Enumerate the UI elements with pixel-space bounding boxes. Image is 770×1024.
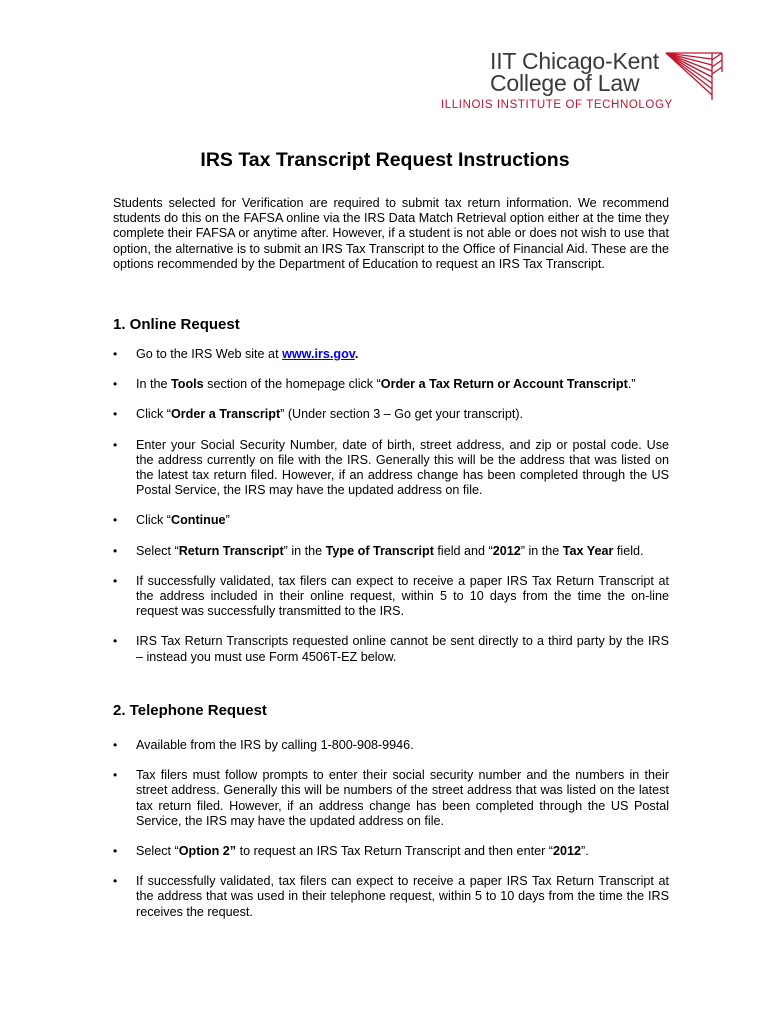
logo-mark-icon	[664, 50, 728, 102]
section-heading-telephone-request: 2. Telephone Request	[113, 702, 267, 719]
list-item: • If successfully validated, tax filers can expect to receive a paper IRS Tax Return Transcript at the address included in their online request, within 5 to 10 days from the time the on-line request was successfully transmitted to the IRS.	[113, 573, 669, 619]
bullet-icon: •	[113, 437, 118, 452]
bullet-icon: •	[113, 573, 118, 588]
irs-website-link[interactable]: www.irs.gov	[282, 347, 355, 361]
list-item: • Click “Order a Transcript” (Under section 3 – Go get your transcript).	[113, 407, 524, 422]
logo-line-1: IIT Chicago-Kent	[490, 48, 659, 74]
bullet-icon: •	[113, 377, 118, 392]
bullet-icon: •	[113, 874, 118, 889]
list-item: • IRS Tax Return Transcripts requested online cannot be sent directly to a third party by the IRS – instead you must use Form 4506T-EZ below.	[113, 634, 669, 664]
telephone-request-list	[113, 738, 669, 920]
list-item: • Available from the IRS by calling 1-800-908-9946.	[113, 738, 414, 752]
page-title: IRS Tax Transcript Request Instructions	[200, 149, 570, 171]
iit-chicago-kent-logo	[436, 44, 736, 116]
bullet-icon: •	[113, 768, 118, 783]
bullet-icon: •	[113, 738, 118, 752]
bullet-icon: •	[113, 543, 118, 558]
bullet-icon: •	[113, 347, 118, 361]
bullet-icon: •	[113, 407, 118, 422]
bullet-icon: •	[113, 844, 118, 859]
list-item: • Go to the IRS Web site at www.irs.gov.	[113, 347, 359, 361]
bullet-icon: •	[113, 513, 118, 528]
list-item: • Enter your Social Security Number, date of birth, street address, and zip or postal code. Use the address currently on file with the IRS. Generally this will be the address that was listed on the latest tax return filed. However, if an address change has been completed through the US Postal Service, the IRS may have the updated address on file.	[113, 437, 669, 498]
list-item: • If successfully validated, tax filers can expect to receive a paper IRS Tax Return Transcript at the address that was used in their telephone request, within 5 to 10 days from the time the IRS receives the request.	[113, 874, 669, 919]
list-item: • Tax filers must follow prompts to enter their social security number and the numbers in their street address. Generally this will be numbers of the street address that was listed on the latest tax return filed. However, if an address change has been completed through the US Postal Service, the IRS may have the updated address on file.	[113, 768, 669, 828]
section-heading-online-request: 1. Online Request	[113, 316, 240, 333]
list-item: • Select “Option 2” to request an IRS Tax Return Transcript and then enter “2012”.	[113, 844, 589, 859]
list-item: • Select “Return Transcript” in the Type of Transcript field and “2012” in the Tax Year field.	[113, 543, 644, 558]
list-item: • In the Tools section of the homepage click “Order a Tax Return or Account Transcript.”	[113, 377, 636, 392]
list-item: • Click “Continue”	[113, 513, 230, 528]
online-request-list	[113, 347, 669, 665]
intro-paragraph: Students selected for Verification are required to submit tax return information. We recommend students do this on the FAFSA online via the IRS Data Match Retrieval option either at the time they complete their FAFSA or anytime after. However, if a student is not able or does not wish to use that option, the alternative is to submit an IRS Tax Transcript to the Office of Financial Aid. These are the options recommended by the Department of Education to request an IRS Tax Transcript.	[113, 196, 669, 271]
logo-line-3: ILLINOIS INSTITUTE OF TECHNOLOGY	[441, 99, 673, 111]
bullet-icon: •	[113, 634, 118, 649]
logo-line-2: College of Law	[490, 70, 640, 96]
